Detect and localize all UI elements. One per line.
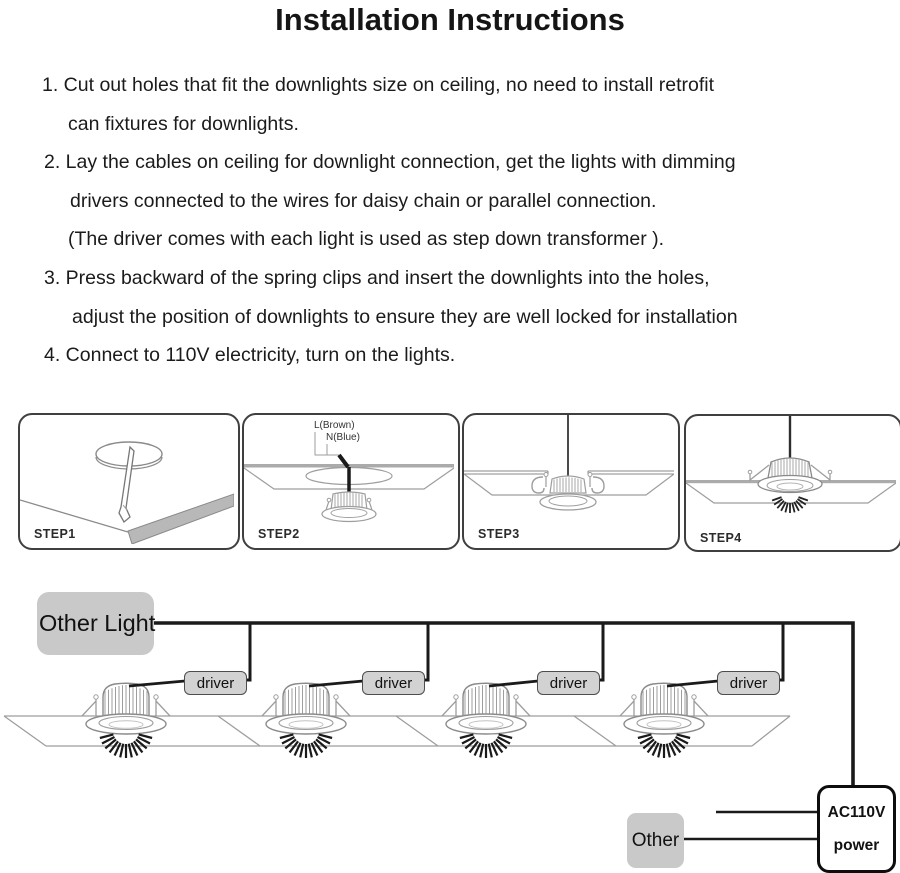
driver-label: driver [374,674,413,692]
driver-box [184,671,247,695]
downlight [262,683,350,758]
instruction-line: drivers connected to the wires for daisy chain or parallel connection. [70,189,657,212]
power-input-wires [684,812,818,839]
other-light-box [37,592,154,655]
page-title: Installation Instructions [275,2,625,37]
step1-panel [18,413,240,550]
wire-label-neutral: N(Blue) [326,432,360,443]
downlight [82,683,170,758]
step4-panel [684,414,900,552]
ac-power-voltage: AC110V [827,804,886,821]
driver-label: driver [549,674,588,692]
other-label: Other [631,829,680,851]
step3-illustration [464,415,674,544]
step1-illustration [20,415,234,544]
downlight [620,683,708,758]
instruction-line: 4. Connect to 110V electricity, turn on the lights. [44,344,456,367]
step3-panel [462,413,680,550]
other-box [627,813,684,868]
step2-label: STEP2 [258,527,300,541]
instruction-line: 3. Press backward of the spring clips and insert the downlights into the holes, [44,266,710,289]
instruction-line: 2. Lay the cables on ceiling for downlight connection, get the lights with dimming [44,151,736,174]
driver-drop-wires [245,623,783,680]
driver-label: driver [196,674,235,692]
wire-label-live: L(Brown) [314,420,355,431]
downlight [442,683,530,758]
driver-box [537,671,600,695]
ac-power-box [817,785,896,873]
instruction-line: (The driver comes with each light is used as step down transformer ). [68,228,665,251]
driver-box [717,671,780,695]
instructions-list [0,66,900,375]
instruction-line: 1. Cut out holes that fit the downlights size on ceiling, no need to install retrofit [42,74,715,96]
step4-illustration [686,416,896,546]
driver-box [362,671,425,695]
instruction-line: can fixtures for downlights. [68,112,299,135]
step1-label: STEP1 [34,527,76,541]
step3-label: STEP3 [478,527,520,541]
ac-power-word: power [833,836,880,854]
other-light-label: Other Light [39,610,156,636]
instruction-line: adjust the position of downlights to ensure they are well locked for installation [72,305,738,328]
step4-label: STEP4 [700,531,742,545]
driver-label: driver [729,674,768,692]
step2-panel [242,413,460,550]
